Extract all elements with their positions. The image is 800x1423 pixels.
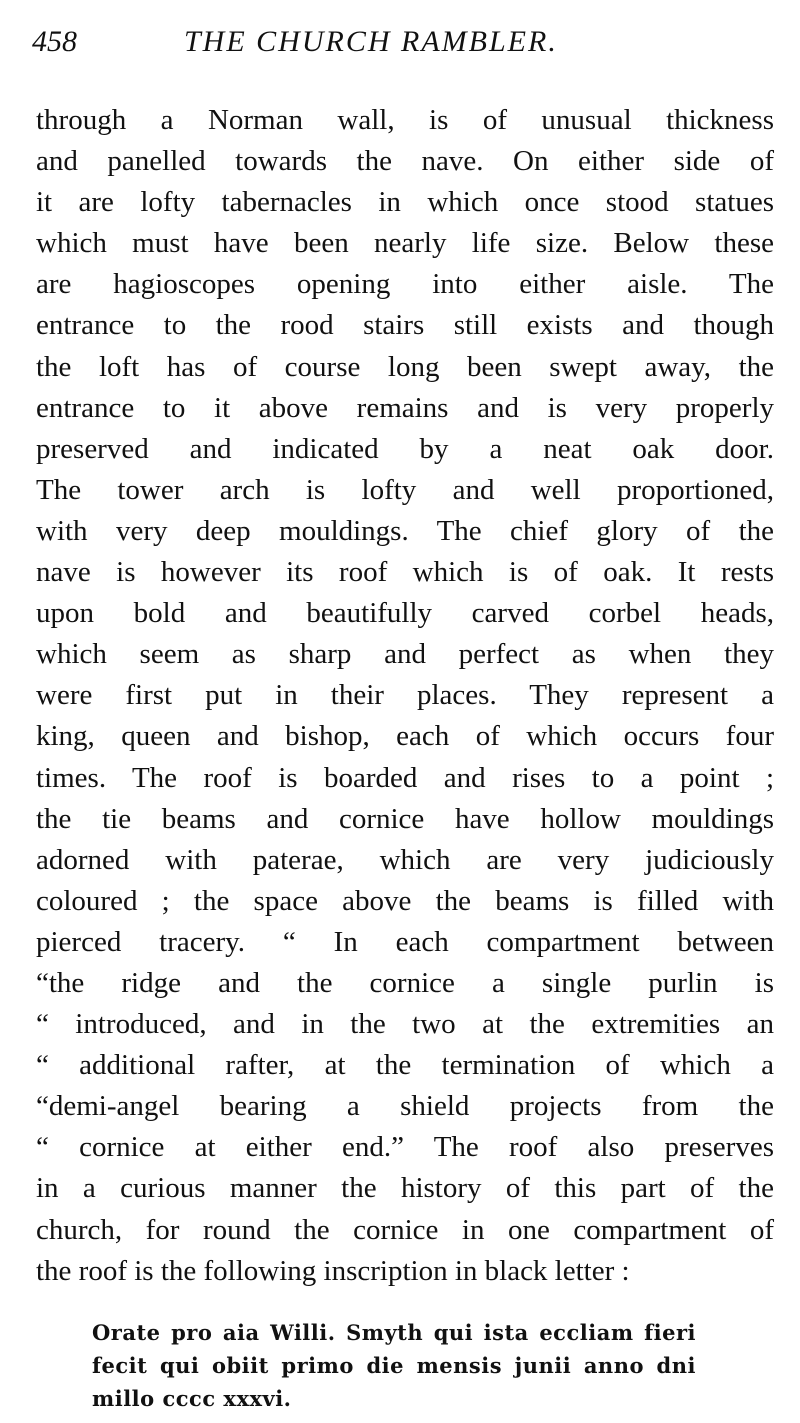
inscription-line: millo cccc xxxvi. (92, 1386, 292, 1411)
text-line: and panelled towards the nave. On either side of (36, 145, 774, 178)
text-line: were first put in their places. They represent a (36, 679, 774, 712)
text-line: “ additional rafter, at the termination of which a (36, 1049, 774, 1082)
text-line: the tie beams and cornice have hollow mouldings (36, 802, 774, 835)
text-line: which must have been nearly life size. Below these (36, 227, 774, 260)
text-line: upon bold and beautifully carved corbel heads, (36, 597, 774, 630)
text-line: king, queen and bishop, each of which occurs four (36, 720, 774, 753)
text-line: times. The roof is boarded and rises to a point ; (36, 761, 774, 794)
text-line: pierced tracery. “ In each compartment between (36, 925, 774, 958)
text-line: it are lofty tabernacles in which once stood statues (36, 186, 774, 219)
text-line: church, for round the cornice in one compartment of (36, 1213, 774, 1246)
text-line: “demi-angel bearing a shield projects from the (36, 1090, 774, 1123)
text-line: the loft has of course long been swept away, the (36, 350, 774, 383)
text-line: coloured ; the space above the beams is filled with (36, 884, 774, 917)
text-line: “the ridge and the cornice a single purlin is (36, 966, 774, 999)
text-line: “ cornice at either end.” The roof also preserves (36, 1131, 774, 1164)
page-header (32, 22, 772, 62)
text-line: “ introduced, and in the two at the extremities an (36, 1008, 774, 1041)
body-text (36, 100, 774, 1292)
text-line: nave is however its roof which is of oak. It rests (36, 556, 774, 589)
inscription-line: fecit qui obiit primo die mensis junii anno dni (92, 1353, 696, 1378)
text-line: which seem as sharp and perfect as when they (36, 638, 774, 671)
inscription-line: Orate pro aia Willi. Smyth qui ista ecclіam fieri (92, 1320, 696, 1345)
text-line: entrance to it above remains and is very properly (36, 391, 774, 424)
text-line: are hagioscopes opening into either aisle. The (36, 268, 774, 301)
text-line: preserved and indicated by a neat oak door. (36, 432, 774, 465)
page-number: 458 (32, 25, 77, 58)
text-line: adorned with paterae, which are very judiciously (36, 843, 774, 876)
text-line: The tower arch is lofty and well proportioned, (36, 473, 774, 506)
text-line: with very deep mouldings. The chief glory of the (36, 514, 774, 547)
black-letter-inscription (92, 1316, 696, 1415)
text-line: through a Norman wall, is of unusual thickness (36, 104, 774, 136)
running-head: THE CHURCH RAMBLER. (184, 25, 558, 58)
text-line: in a curious manner the history of this part of the (36, 1172, 774, 1205)
text-line: entrance to the rood stairs still exists and though (36, 309, 774, 342)
text-line: the roof is the following inscription in black letter : (36, 1254, 630, 1287)
